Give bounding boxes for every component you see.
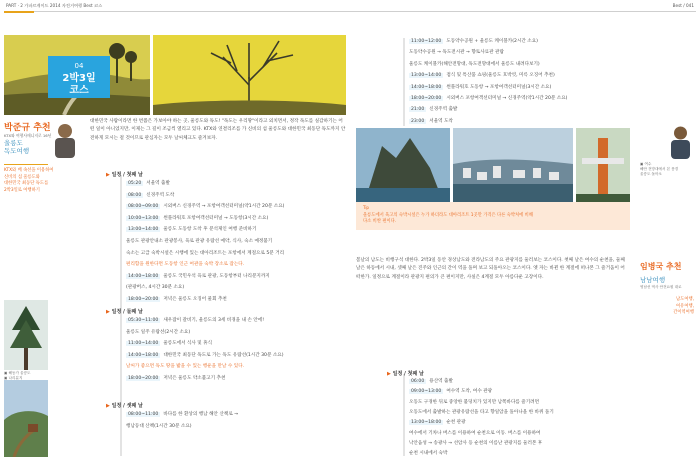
schedule-row	[126, 329, 190, 335]
right-schedule-line-top	[403, 38, 405, 126]
day2-title: ▶ 일정 / 둘째 날	[106, 309, 143, 315]
schedule-row	[126, 411, 238, 417]
day1-right-title: ▶ 일정 / 첫째 날	[387, 371, 424, 377]
tip-text: 울릉도에서 육고의 숙박시설은 누가 하더라도 대아리조트 1곳만 가격은 다른 숙박처에 비해 다소 비싼 편이다.	[363, 213, 533, 225]
schedule-row	[126, 215, 268, 221]
schedule-row	[126, 317, 264, 323]
schedule-text: (관광버스, 4시간 30분 소요)	[126, 285, 185, 291]
schedule-row	[126, 363, 244, 369]
schedule-text: 저녁은 울릉도 약소불고기 추천	[163, 376, 226, 381]
schedule-time: 08:00~09:00	[128, 204, 159, 210]
recommender-role: KTX와 여행사매니저로 16년	[4, 133, 52, 138]
schedule-row	[126, 238, 272, 244]
schedule-text: 울릉도 일주 유람선(2시간 소요)	[126, 329, 191, 335]
recommender-portrait	[51, 120, 79, 158]
pine-tree-photo	[4, 300, 48, 370]
tip-label: Tip	[363, 205, 369, 210]
schedule-text: 여수역 도착, 여수 관광	[446, 389, 493, 395]
schedule-row	[409, 106, 457, 112]
recommender-place: 울릉도 독도여행	[4, 139, 30, 155]
right-schedule-line-bottom	[403, 374, 405, 456]
schedule-time: 23:00	[411, 118, 425, 124]
schedule-row	[409, 409, 554, 415]
schedule-row	[409, 399, 539, 405]
schedule-row	[409, 84, 551, 90]
schedule-text: 시외버스 신경주역 → 포항여객선터미널(약1시간 20분 소요)	[163, 204, 285, 210]
schedule-row	[126, 203, 284, 209]
schedule-row	[126, 352, 284, 358]
course-title: 2박3일 코스	[62, 73, 96, 96]
schedule-text: 도동약수공원 + 울릉도 케이블카(2시간 소요)	[446, 39, 538, 44]
schedule-time: 14:00~18:00	[128, 352, 159, 358]
schedule-row	[409, 118, 453, 124]
schedule-row	[409, 95, 567, 101]
island-photo	[356, 128, 450, 204]
header-divider	[4, 11, 696, 12]
schedule-row	[126, 261, 244, 267]
schedule-row	[126, 180, 170, 186]
schedule-time: 13:00~14:00	[128, 227, 159, 233]
day1-title: ▶ 일정 / 첫째 날	[106, 172, 143, 178]
right-photo-caption: ▣ 여수 해안 전망대에서 본 풍경 울릉도 돌아오	[640, 162, 679, 177]
schedule-row	[126, 192, 174, 198]
schedule-text: 썬플라워호 포항여객선터미널 → 도동항(3시간 소요)	[163, 215, 269, 221]
schedule-time: 18:00~20:00	[128, 297, 159, 302]
schedule-time: 11:00~14:00	[128, 341, 159, 347]
schedule-text: 대한민국 최동단 독도로 가는 독도 유람선(1시간 30분 소요)	[163, 352, 284, 358]
header-accent-bar	[4, 11, 34, 13]
schedule-text: 울릉도 케이블카(해안전망대, 독도전망대에서 울릉도 내려다보기)	[409, 61, 540, 67]
schedule-text: 숙소는 고급 숙박시설은 시행에 있는 대아리조트는 포항에서 계절으로 5분 거리	[126, 250, 285, 256]
schedule-row	[126, 296, 227, 302]
schedule-row	[126, 284, 184, 290]
recommender2-name: 임병국 추천	[640, 262, 682, 271]
schedule-row	[409, 61, 540, 67]
schedule-time: 05:30~11:00	[128, 318, 159, 323]
recommender2-portrait	[667, 123, 694, 159]
running-header-right: Best / 041	[672, 3, 694, 8]
tip-box	[356, 202, 630, 230]
recommender-notes: KTX와 배 속선을 이용하여 신비의 섬 울릉도와 대한민국 최동단 독도를 2박3일로 여행하기	[4, 168, 54, 193]
schedule-time: 13:00~14:00	[411, 73, 442, 79]
schedule-text: 신경주역 출발	[429, 107, 458, 113]
schedule-text: 울릉도 국민우석 육로 관광, 도동항부터 나리분지까지	[163, 273, 270, 279]
harbor-city-photo	[453, 128, 573, 204]
recommender2-role: 영남선 역사 안전요원 대로	[640, 285, 682, 289]
schedule-row	[409, 38, 538, 44]
schedule-text: 서울역 출발	[146, 181, 170, 186]
schedule-text: 도동약수공원 → 독도전시관 → 향토사료관 관람	[409, 50, 504, 56]
schedule-time: 14:00~18:00	[128, 273, 159, 279]
schedule-time: 08:00	[128, 192, 142, 198]
schedule-text: 울릉도에서 식사 및 휴식	[163, 341, 213, 347]
schedule-row	[409, 440, 542, 446]
schedule-time: 05:20	[128, 181, 142, 186]
schedule-row	[409, 419, 466, 425]
schedule-text: 오동도에서 출발하는 관광유람선을 타고 향일암을 돌아나올 한 바퀴 돌기	[409, 409, 554, 415]
trail-photo	[4, 380, 48, 457]
schedule-time: 18:00~20:00	[128, 376, 159, 381]
intro-paragraph: 대한민국 사람이라면 한 번쯤은 가보아야 하는 곳, 울릉도와 독도! "독도는 우리땅"이라고 외치면서, 정작 독도를 실감하기는 어떤 일이 아니었지만, 이제는 그 길이 조금씩 열리고 있다. KTX와 연결리조를 가 신비의 섬 울릉도와 대한민국 최동단 독도까지 안전하게 모시는 걸 것이므로 관심자는 모두 날씨체크도 즐겨보자.	[90, 119, 346, 141]
schedule-text: 여수에서 기차나 버스를 이용하여 순천으로 이동. 버스를 이용하여	[409, 430, 541, 436]
schedule-text: 신경주역 도착	[146, 192, 175, 198]
running-header-left: PART · 2 가파르게이드 2014 자전거여행 Best 코스	[6, 3, 103, 8]
schedule-time: 21:00	[411, 107, 425, 113]
schedule-text: 순천 시내에서 숙박	[409, 451, 448, 457]
recommender-name: 박준규 추천	[4, 123, 51, 133]
schedule-text: 썬플라워호 도동항 → 포항여객선터미널(3시간 소요)	[446, 84, 552, 90]
schedule-time: 14:00~18:00	[411, 84, 442, 90]
schedule-row	[409, 49, 504, 55]
schedule-time: 10:00~13:00	[128, 215, 159, 221]
schedule-text: 새우잡이 갈비기, 울릉도의 3세 비경을 내 손 안에!	[163, 318, 265, 323]
schedule-text: 점식 및 특산품 쇼핑(울릉도 호박엿, 미륵 오징어 추천)	[446, 73, 555, 79]
tree-photo	[153, 35, 346, 115]
schedule-text: 낙안읍성 → 송광사 → 선암사 등 순천의 이름난 관광지를 둘러본 후	[409, 440, 543, 446]
left-photo-caption: ▣ 해동가 울릉도 ▣ 나리분지	[4, 371, 31, 380]
second-course-intro: 봄날의 남도는 비행구석 대한다. 2박3일 동안 경상남도와 전라남도의 주요 관광지를 둘러보는 코스이다. 첫째 날은 여수의 순천을, 둘째 날은 하동에서 시내, 셋째 날은 진주와 인근의 간이 역을 돌며 보고 되돌아오는 코스이다. 옛 자는 바뀐 한 계절에 떠나본 그 즐거움이 어떠한가. 일정으로 계절이라 관광지 편의가 큰 편이지만, 사실은 4계절 모두 아름다운 고장이다.	[356, 258, 625, 280]
schedule-row	[126, 375, 225, 381]
schedule-text: 날씨가 좋으면 독도 땅을 밟을 수 있는 행운을 만날 수 있다.	[126, 364, 245, 370]
schedule-row	[409, 388, 492, 394]
schedule-text: 편리함을 원한다면 도동항 인근 여관을 숙박 장소로 잡는다.	[126, 262, 245, 268]
schedule-text: 바다를 한 환상의 행남 해안 산책로 →	[163, 412, 239, 417]
observation-deck-photo	[576, 128, 630, 204]
schedule-time: 18:00~20:00	[411, 96, 442, 101]
schedule-time: 13:00~18:00	[411, 420, 442, 426]
left-schedule-line	[120, 175, 122, 456]
recommender2-place: 남남여행	[640, 276, 666, 284]
schedule-row	[409, 450, 447, 456]
schedule-time: 09:00~13:00	[411, 389, 442, 395]
schedule-row	[126, 273, 270, 279]
schedule-time: 06:00	[411, 379, 425, 384]
schedule-time: 08:00~11:00	[128, 412, 159, 417]
course-number: 04	[74, 62, 84, 70]
schedule-row	[126, 423, 192, 429]
schedule-text: 울릉도 도동항 도착 후 분석제인 여행 준비하기	[163, 227, 257, 233]
schedule-text: 울릉도 관광안내소 관광봉사, 육로 관광 유람선 예약, 식사, 숙소 예정불기	[126, 239, 273, 244]
schedule-row	[409, 430, 541, 436]
schedule-time: 11:00~12:00	[411, 39, 442, 44]
schedule-text: 오동도 구경한 뒤로 중앙한 불덩치가 있지만 남쪽바다를 즐기려면	[409, 399, 540, 405]
schedule-text: 행남등대 산책(1시간 30분 소요)	[126, 423, 192, 429]
recommender2-notes: 남도여행, 여유여행, 간이역여행	[673, 297, 694, 316]
schedule-row	[409, 72, 555, 78]
schedule-text: 저녁은 울릉도 오징어 물회 추천	[163, 297, 227, 302]
schedule-row	[409, 378, 453, 384]
schedule-text: 서울역 도착	[429, 118, 453, 124]
recommender-divider	[4, 164, 48, 165]
schedule-text: 용산역 출발	[429, 379, 453, 384]
schedule-text: 시외버스 포항여객선터미널 → 신경주역(약1시간 20분 소요)	[446, 96, 568, 101]
day3-title: ▶ 일정 / 셋째 날	[106, 403, 143, 409]
course-badge	[48, 56, 110, 98]
schedule-row	[126, 226, 256, 232]
schedule-row	[126, 250, 284, 256]
schedule-text: 순천 관광	[446, 420, 466, 426]
schedule-row	[126, 340, 212, 346]
